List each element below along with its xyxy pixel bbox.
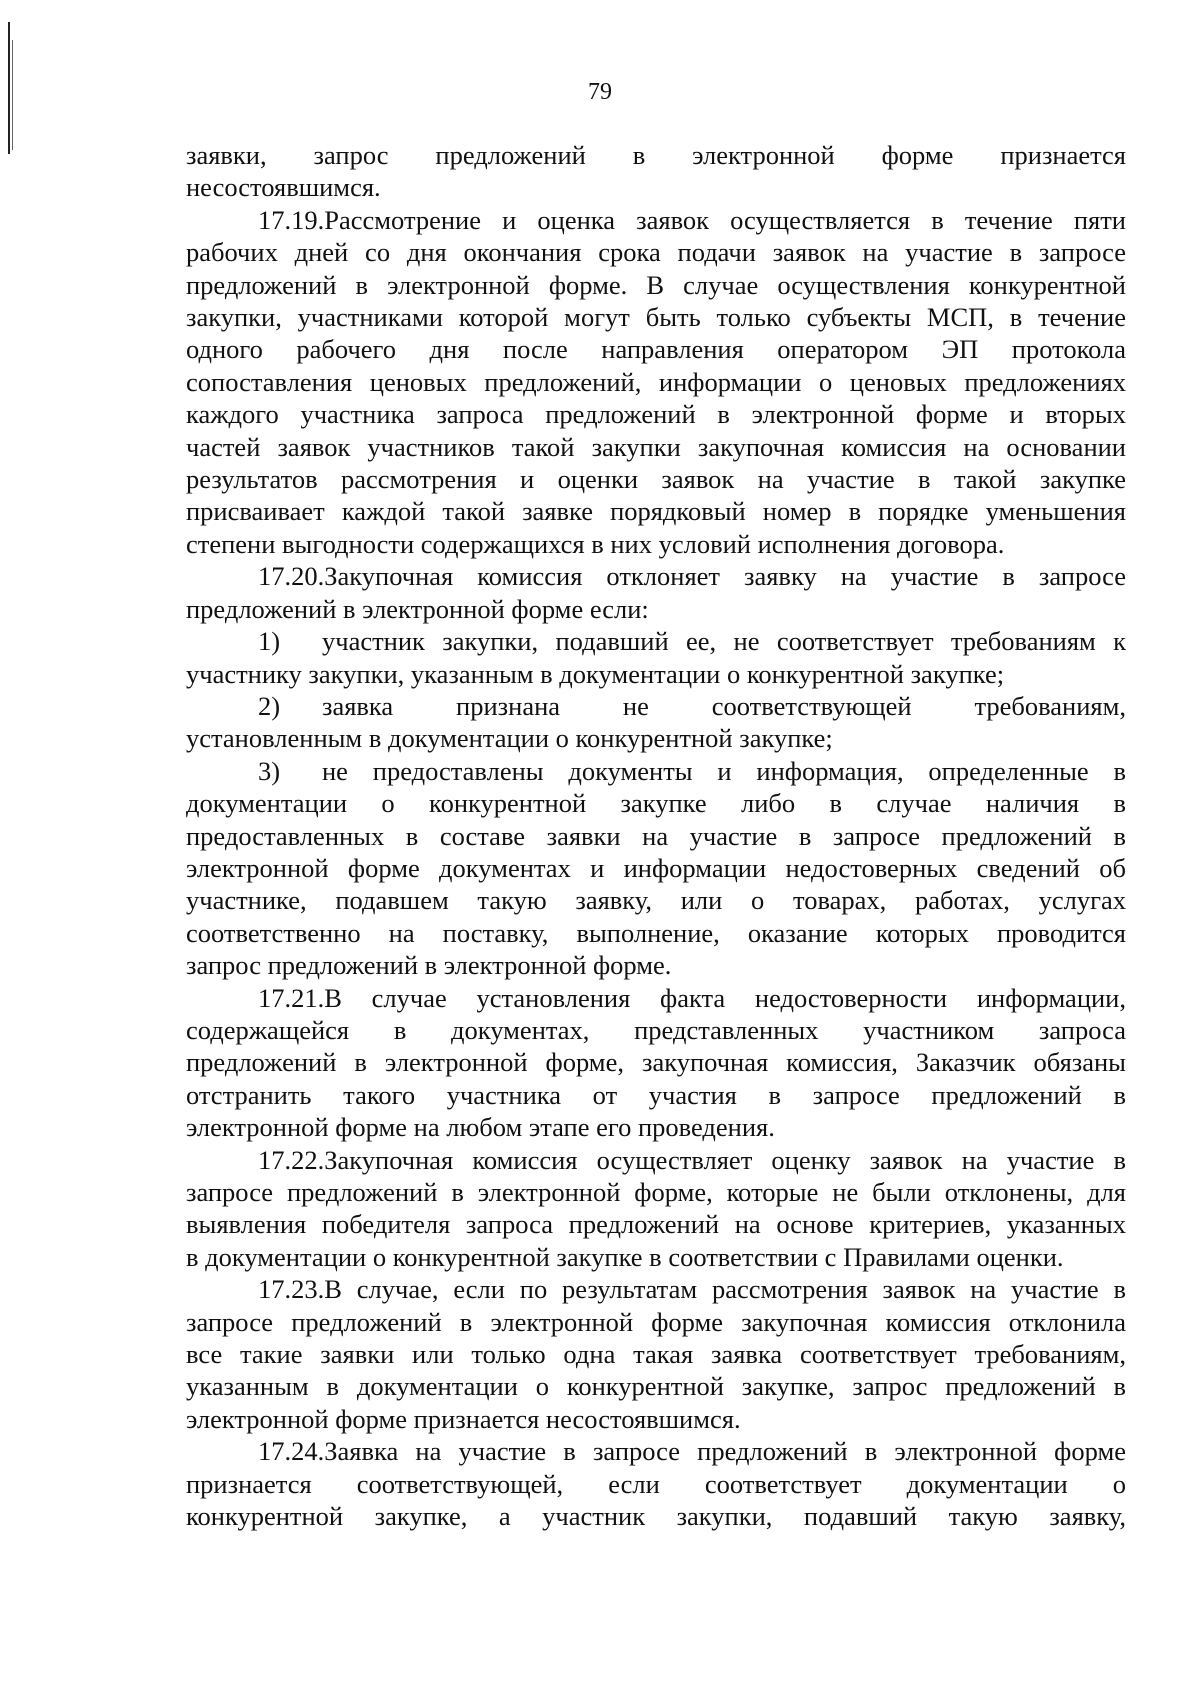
text-line: рабочих дней со дня окончания срока подачи заявок на участие в запросе: [186, 237, 1126, 268]
list-number: 2): [258, 690, 281, 721]
text-line: каждого участника запроса предложений в электронной форме и вторых: [186, 399, 1126, 430]
page-number: 79: [588, 79, 612, 105]
text-line: 17.22.Закупочная комиссия осуществляет оценку заявок на участие в: [258, 1144, 1126, 1175]
paragraph-17-21: [186, 982, 1126, 1144]
text-line: участник закупки, подавший ее, не соответствует требованиям к: [322, 626, 1126, 657]
text-line: 17.19.Рассмотрение и оценка заявок осуществляется в течение пяти: [258, 204, 1126, 235]
paragraph-17-19: [186, 204, 1126, 560]
text-line: запрос предложений в электронной форме.: [186, 950, 672, 981]
text-line: степени выгодности содержащихся в них условий исполнения договора.: [186, 528, 1005, 559]
text-line: электронной форме признается несостоявшимся.: [186, 1403, 741, 1434]
text-line: 17.24.Заявка на участие в запросе предложений в электронной форме: [258, 1436, 1126, 1467]
text-line: предложений в электронной форме, закупочная комиссия, Заказчик обязаны: [186, 1047, 1126, 1078]
paragraph-continuation: [186, 139, 1126, 204]
text-line: сопоставления ценовых предложений, информации о ценовых предложениях: [186, 366, 1126, 397]
paragraph-17-22: [186, 1144, 1126, 1274]
document-body: [186, 139, 1126, 1532]
text-line: запросе предложений в электронной форме, которые не были отклонены, для: [186, 1177, 1126, 1207]
text-line: предложений в электронной форме. В случае осуществления конкурентной: [186, 269, 1126, 300]
text-line: одного рабочего дня после направления оператором ЭП протокола: [186, 334, 1126, 365]
text-line: заявка признана не соответствующей требованиям,: [322, 690, 1126, 721]
text-line: содержащейся в документах, представленных участником запроса: [186, 1014, 1126, 1045]
text-line: электронной форме документах и информации недостоверных сведений об: [186, 852, 1126, 883]
text-line: выявления победителя запроса предложений на основе критериев, указанных: [186, 1209, 1126, 1240]
text-line: в документации о конкурентной закупке в соответствии с Правилами оценки.: [186, 1241, 1064, 1272]
text-line: все такие заявки или только одна такая заявка соответствует требованиям,: [186, 1339, 1126, 1370]
text-line: участнику закупки, указанным в документации о конкурентной закупке;: [186, 658, 1005, 689]
text-line: 17.21.В случае установления факта недостоверности информации,: [258, 982, 1126, 1013]
text-line: указанным в документации о конкурентной закупке, запрос предложений в: [186, 1371, 1126, 1402]
text-line: не предоставлены документы и информация, определенные в: [322, 755, 1126, 786]
text-line: 17.20.Закупочная комиссия отклоняет заявку на участие в запросе: [258, 561, 1126, 592]
text-line: запросе предложений в электронной форме закупочная комиссия отклонила: [186, 1306, 1126, 1337]
list-item-1: [186, 625, 1126, 690]
text-line: электронной форме на любом этапе его проведения.: [186, 1112, 775, 1143]
list-item-3: [186, 755, 1126, 982]
paragraph-17-24: [186, 1435, 1126, 1532]
text-line: установленным в документации о конкурентной закупке;: [186, 723, 833, 754]
text-line: присваивает каждой такой заявке порядковый номер в порядке уменьшения: [186, 496, 1126, 527]
text-line: несостоявшимся.: [186, 172, 381, 203]
text-line: документации о конкурентной закупке либо в случае наличия в: [186, 788, 1126, 819]
list-number: 3): [258, 755, 281, 786]
text-line: конкурентной закупке, а участник закупки, подавший такую заявку,: [186, 1501, 1126, 1532]
text-line: частей заявок участников такой закупки закупочная комиссия на основании: [186, 431, 1126, 462]
list-number: 1): [258, 626, 281, 657]
text-line: признается соответствующей, если соответствует документации о: [186, 1468, 1126, 1499]
list-item-2: [186, 690, 1126, 755]
text-line: заявки, запрос предложений в электронной форме признается: [186, 140, 1126, 170]
text-line: соответственно на поставку, выполнение, оказание которых проводится: [186, 917, 1126, 948]
text-line: предложений в электронной форме если:: [186, 593, 649, 624]
paragraph-17-20: [186, 560, 1126, 625]
text-line: участнике, подавшем такую заявку, или о товарах, работах, услугах: [186, 885, 1126, 916]
text-line: результатов рассмотрения и оценки заявок на участие в такой закупке: [186, 464, 1126, 495]
text-line: 17.23.В случае, если по результатам рассмотрения заявок на участие в: [258, 1274, 1126, 1305]
paragraph-17-23: [186, 1273, 1126, 1435]
text-line: отстранить такого участника от участия в запросе предложений в: [186, 1079, 1126, 1110]
text-line: предоставленных в составе заявки на участие в запросе предложений в: [186, 820, 1126, 851]
text-line: закупки, участниками которой могут быть только субъекты МСП, в течение: [186, 302, 1126, 333]
